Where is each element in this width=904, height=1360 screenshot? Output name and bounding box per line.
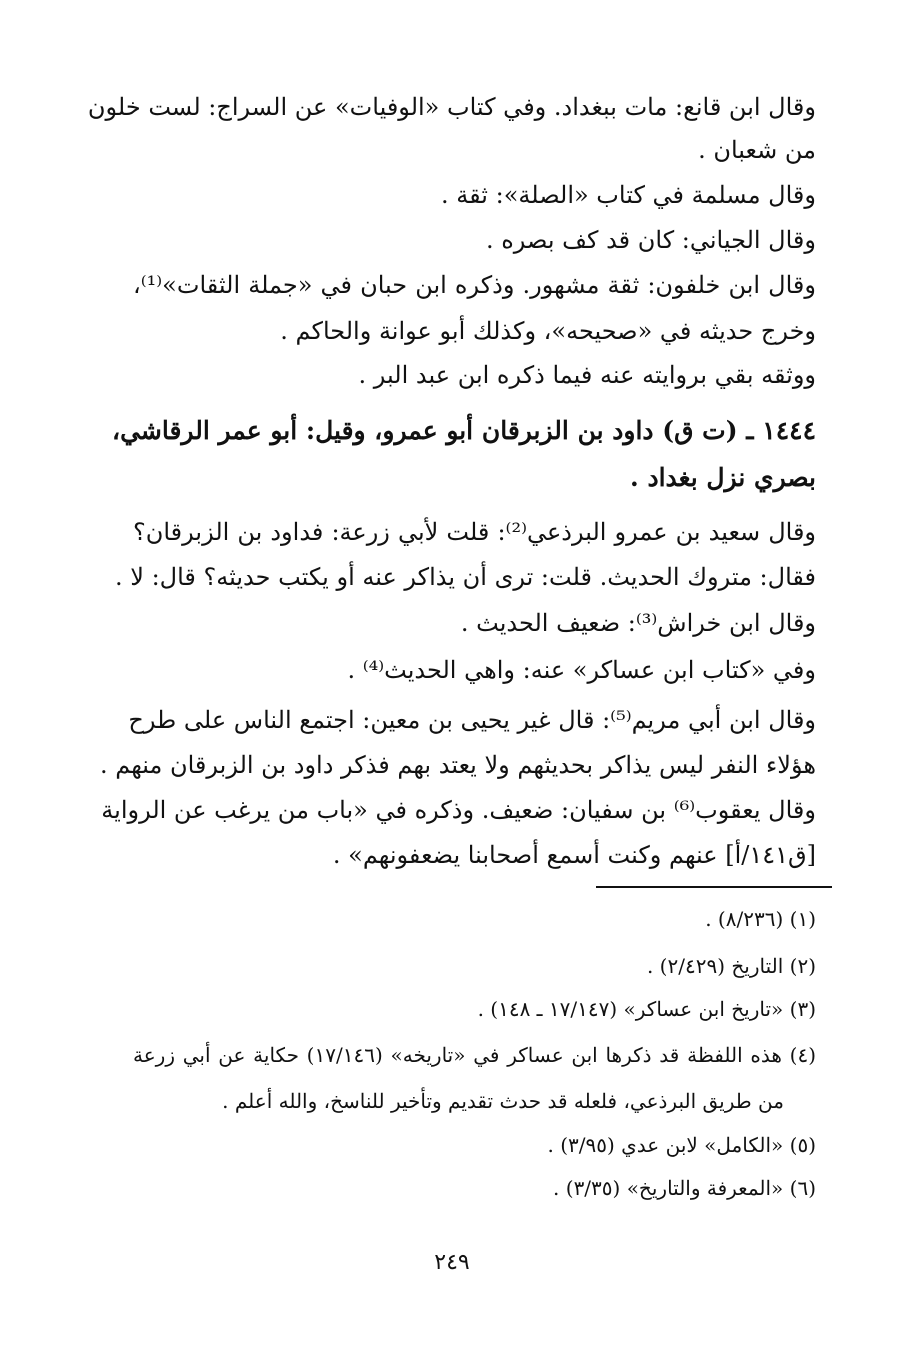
footnote: (١) (٨/٢٣٦) . <box>705 907 816 931</box>
page-number: ٢٤٩ <box>434 1250 470 1275</box>
body-line: ووثقه بقي بروايته عنه فيما ذكره ابن عبد البر . <box>358 361 816 389</box>
footnote-separator <box>596 886 832 888</box>
body-line: وقال ابن خراش⁽³⁾: ضعيف الحديث . <box>460 609 816 637</box>
body-line: وفي «كتاب ابن عساكر» عنه: واهي الحديث⁽⁴⁾ . <box>347 656 816 684</box>
entry-heading: بصري نزل بغداد . <box>630 463 816 492</box>
footnote: (٤) هذه اللفظة قد ذكرها ابن عساكر في «تاريخه» (١٧/١٤٦) حكاية عن أبي زرعة <box>133 1043 816 1067</box>
footnote: (٥) «الكامل» لابن عدي (٣/٩٥) . <box>547 1133 816 1157</box>
footnote: (٣) «تاريخ ابن عساكر» (١٧/١٤٧ ـ ١٤٨) . <box>477 997 816 1021</box>
body-line: وقال ابن أبي مريم⁽⁵⁾: قال غير يحيى بن معين: اجتمع الناس على طرح <box>128 706 816 734</box>
footnote: (٢) التاريخ (٢/٤٢٩) . <box>646 954 816 978</box>
body-line: وقال يعقوب⁽⁶⁾ بن سفيان: ضعيف. وذكره في «باب من يرغب عن الرواية <box>101 796 816 824</box>
body-line: وقال ابن قانع: مات ببغداد. وفي كتاب «الوفيات» عن السراج: لست خلون <box>87 93 816 121</box>
body-line: وقال الجياني: كان قد كف بصره . <box>485 226 816 254</box>
body-line: هؤلاء النفر ليس يذاكر بحديثهم ولا يعتد بهم فذكر داود بن الزبرقان منهم . <box>99 751 816 779</box>
body-line: وقال مسلمة في كتاب «الصلة»: ثقة . <box>441 181 816 209</box>
body-line: وخرج حديثه في «صحيحه»، وكذلك أبو عوانة والحاكم . <box>280 317 816 345</box>
body-line: من شعبان . <box>698 136 816 164</box>
body-line: فقال: متروك الحديث. قلت: ترى أن يذاكر عنه أو يكتب حديثه؟ قال: لا . <box>115 563 816 591</box>
entry-heading: ١٤٤٤ ـ (ت ق) داود بن الزبرقان أبو عمرو، وقيل: أبو عمر الرقاشي، <box>112 416 816 445</box>
body-line: وقال ابن خلفون: ثقة مشهور. وذكره ابن حبان في «جملة الثقات»⁽¹⁾، <box>133 271 816 299</box>
footnote: (٦) «المعرفة والتاريخ» (٣/٣٥) . <box>553 1176 816 1200</box>
body-line: [ق١٤١/أ] عنهم وكنت أسمع أصحابنا يضعفونهم» . <box>332 841 816 869</box>
body-line: وقال سعيد بن عمرو البرذعي⁽²⁾: قلت لأبي زرعة: فداود بن الزبرقان؟ <box>133 518 817 546</box>
footnote-continuation: من طريق البرذعي، فلعله قد حدث تقديم وتأخير للناسخ، والله أعلم . <box>222 1089 784 1113</box>
